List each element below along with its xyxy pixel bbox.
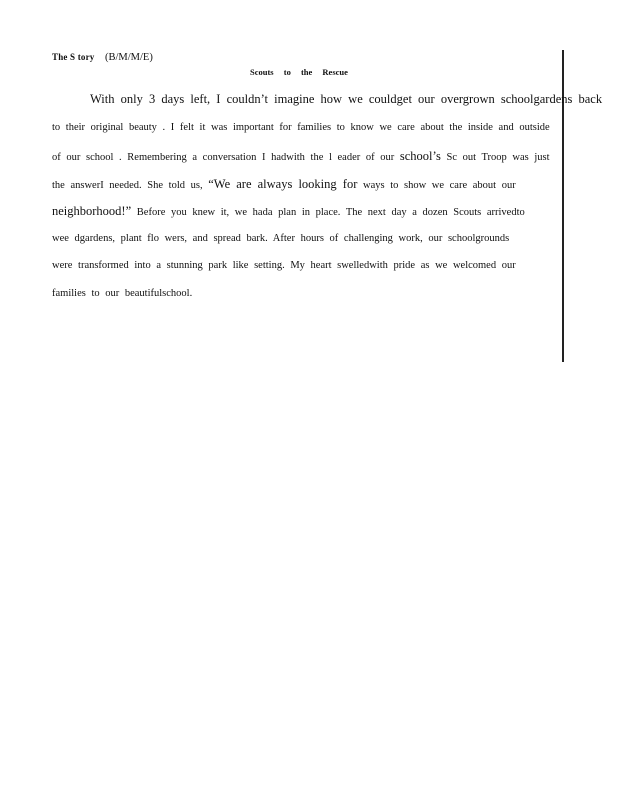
story-line-4-end: ways to show we care about our bbox=[357, 180, 516, 191]
story-line-1: With only 3 days left, I couldn’t imagine how we couldget our overgrown schoolgardens back bbox=[90, 92, 603, 106]
header-code: (B/M/M/E) bbox=[105, 52, 153, 63]
story-line-3-end: Sc out Troop was just bbox=[440, 152, 550, 163]
story-line-3-start: of our school . Remembering a conversation I hadwith the l eader of our bbox=[52, 152, 400, 163]
story-line-4-start: the answerI needed. She told us, bbox=[52, 180, 209, 191]
header-label: The S tory bbox=[52, 52, 95, 62]
document-header bbox=[52, 52, 153, 63]
story-title: Scouts to the Rescue bbox=[250, 67, 348, 77]
story-line-4 bbox=[52, 177, 516, 193]
story-line-8: families to our beautifulschool. bbox=[52, 288, 193, 299]
story-line-5-quote: neighborhood!” bbox=[52, 204, 132, 218]
story-line-6: wee dgardens, plant flo wers, and spread bark. After hours of challenging work, our schoolgrounds bbox=[52, 233, 510, 244]
story-line-5-end: Before you knew it, we hada plan in place. The next day a dozen Scouts arrivedto bbox=[131, 207, 525, 218]
story-line-3 bbox=[52, 149, 550, 165]
story-line-2: to their original beauty . I felt it was important for families to know we care about the inside and outside bbox=[52, 122, 550, 133]
story-line-5 bbox=[52, 204, 525, 220]
story-line-3-emphasis: school’s bbox=[399, 149, 441, 163]
story-line-7: were transformed into a stunning park like setting. My heart swelledwith pride as we welcomed our bbox=[52, 260, 516, 271]
story-line-4-quote: “We are always looking for bbox=[208, 177, 358, 191]
